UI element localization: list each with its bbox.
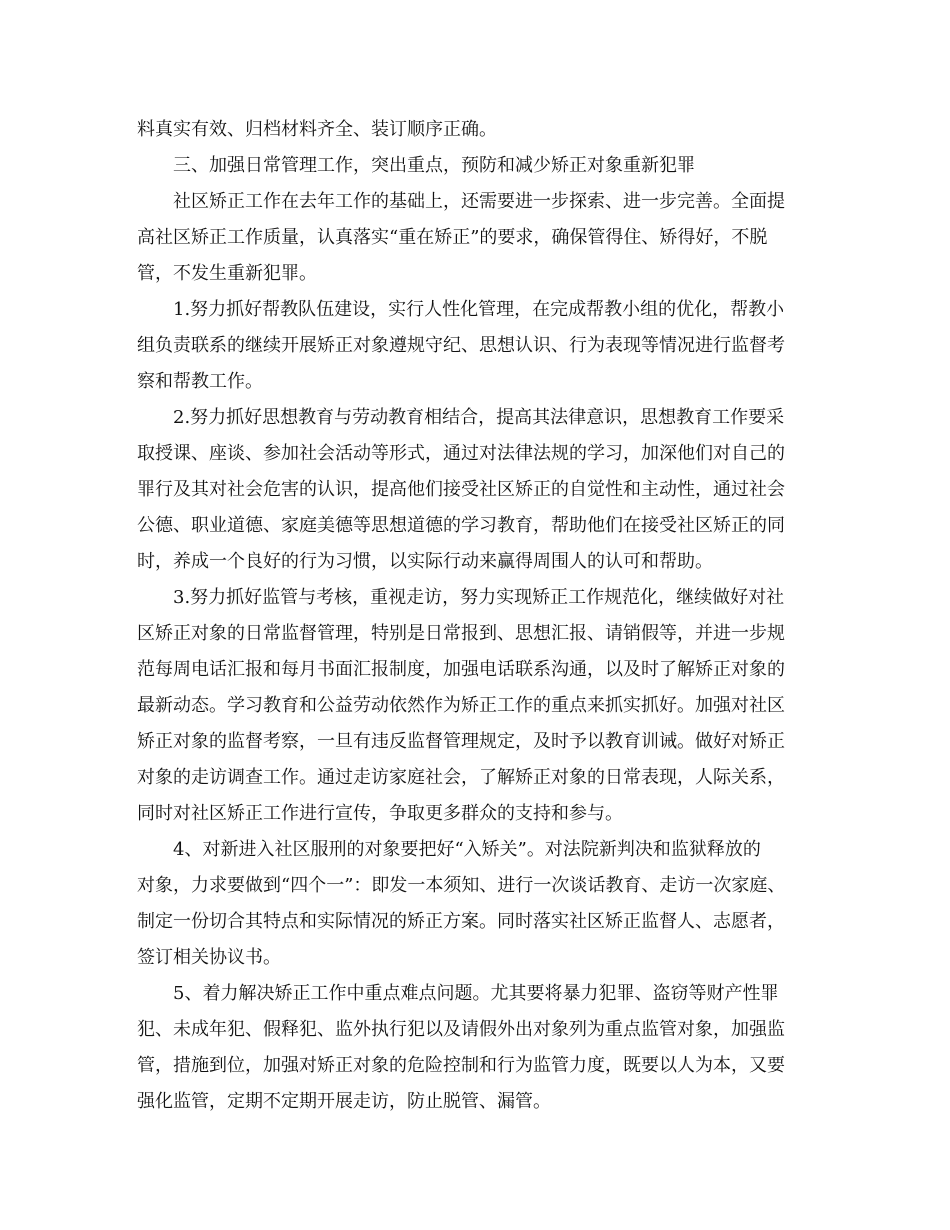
text-line: 4、对新进入社区服刑的对象要把好“入矫关”。对法院新判决和监狱释放的 [173, 839, 761, 860]
text-line: 5、着力解决矫正工作中重点难点问题。尤其要将暴力犯罪、盗窃等财产性罪 [173, 983, 779, 1004]
text-line: 最新动态。学习教育和公益劳动依然作为矫正工作的重点来抓实抓好。加强对社区 [137, 695, 785, 716]
text-line: 三、加强日常管理工作，突出重点，预防和减少矫正对象重新犯罪 [173, 155, 695, 176]
text-line: 犯、未成年犯、假释犯、监外执行犯以及请假外出对象列为重点监管对象，加强监 [137, 1019, 785, 1040]
text-line: 公德、职业道德、家庭美德等思想道德的学习教育，帮助他们在接受社区矫正的同 [137, 515, 785, 536]
text-line: 料真实有效、归档材料齐全、装订顺序正确。 [137, 119, 497, 140]
text-line: 时，养成一个良好的行为习惯，以实际行动来赢得周围人的认可和帮助。 [137, 551, 713, 572]
text-line: 1.努力抓好帮教队伍建设，实行人性化管理，在完成帮教小组的优化，帮教小 [173, 299, 785, 320]
text-line: 罪行及其对社会危害的认识，提高他们接受社区矫正的自觉性和主动性，通过社会 [137, 479, 785, 500]
document-body [137, 112, 817, 1120]
text-line: 3.努力抓好监管与考核，重视走访，努力实现矫正工作规范化，继续做好对社 [173, 587, 785, 608]
text-line: 社区矫正工作在去年工作的基础上，还需要进一步探索、进一步完善。全面提 [173, 191, 785, 212]
text-line: 高社区矫正工作质量，认真落实“重在矫正”的要求，确保管得住、矫得好，不脱 [137, 227, 768, 248]
text-line: 签订相关协议书。 [137, 947, 281, 968]
text-line: 管，措施到位，加强对矫正对象的危险控制和行为监管力度，既要以人为本，又要 [137, 1055, 785, 1076]
text-line: 取授课、座谈、参加社会活动等形式，通过对法律法规的学习，加深他们对自己的 [137, 443, 785, 464]
text-line: 2.努力抓好思想教育与劳动教育相结合，提高其法律意识，思想教育工作要采 [173, 407, 785, 428]
text-line: 对象的走访调查工作。通过走访家庭社会，了解矫正对象的日常表现，人际关系， [137, 767, 785, 788]
text-line: 矫正对象的监督考察，一旦有违反监督管理规定，及时予以教育训诫。做好对矫正 [137, 731, 785, 752]
text-line: 对象，力求要做到“四个一”：即发一本须知、进行一次谈话教育、走访一次家庭、 [137, 875, 786, 896]
text-line: 区矫正对象的日常监督管理，特别是日常报到、思想汇报、请销假等，并进一步规 [137, 623, 785, 644]
text-line: 察和帮教工作。 [137, 371, 263, 392]
text-line: 组负责联系的继续开展矫正对象遵规守纪、思想认识、行为表现等情况进行监督考 [137, 335, 785, 356]
text-line: 制定一份切合其特点和实际情况的矫正方案。同时落实社区矫正监督人、志愿者， [137, 911, 785, 932]
text-line: 同时对社区矫正工作进行宣传，争取更多群众的支持和参与。 [137, 803, 623, 824]
text-line: 管，不发生重新犯罪。 [137, 263, 317, 284]
text-line: 范每周电话汇报和每月书面汇报制度，加强电话联系沟通，以及时了解矫正对象的 [137, 659, 785, 680]
text-line: 强化监管，定期不定期开展走访，防止脱管、漏管。 [137, 1091, 551, 1112]
